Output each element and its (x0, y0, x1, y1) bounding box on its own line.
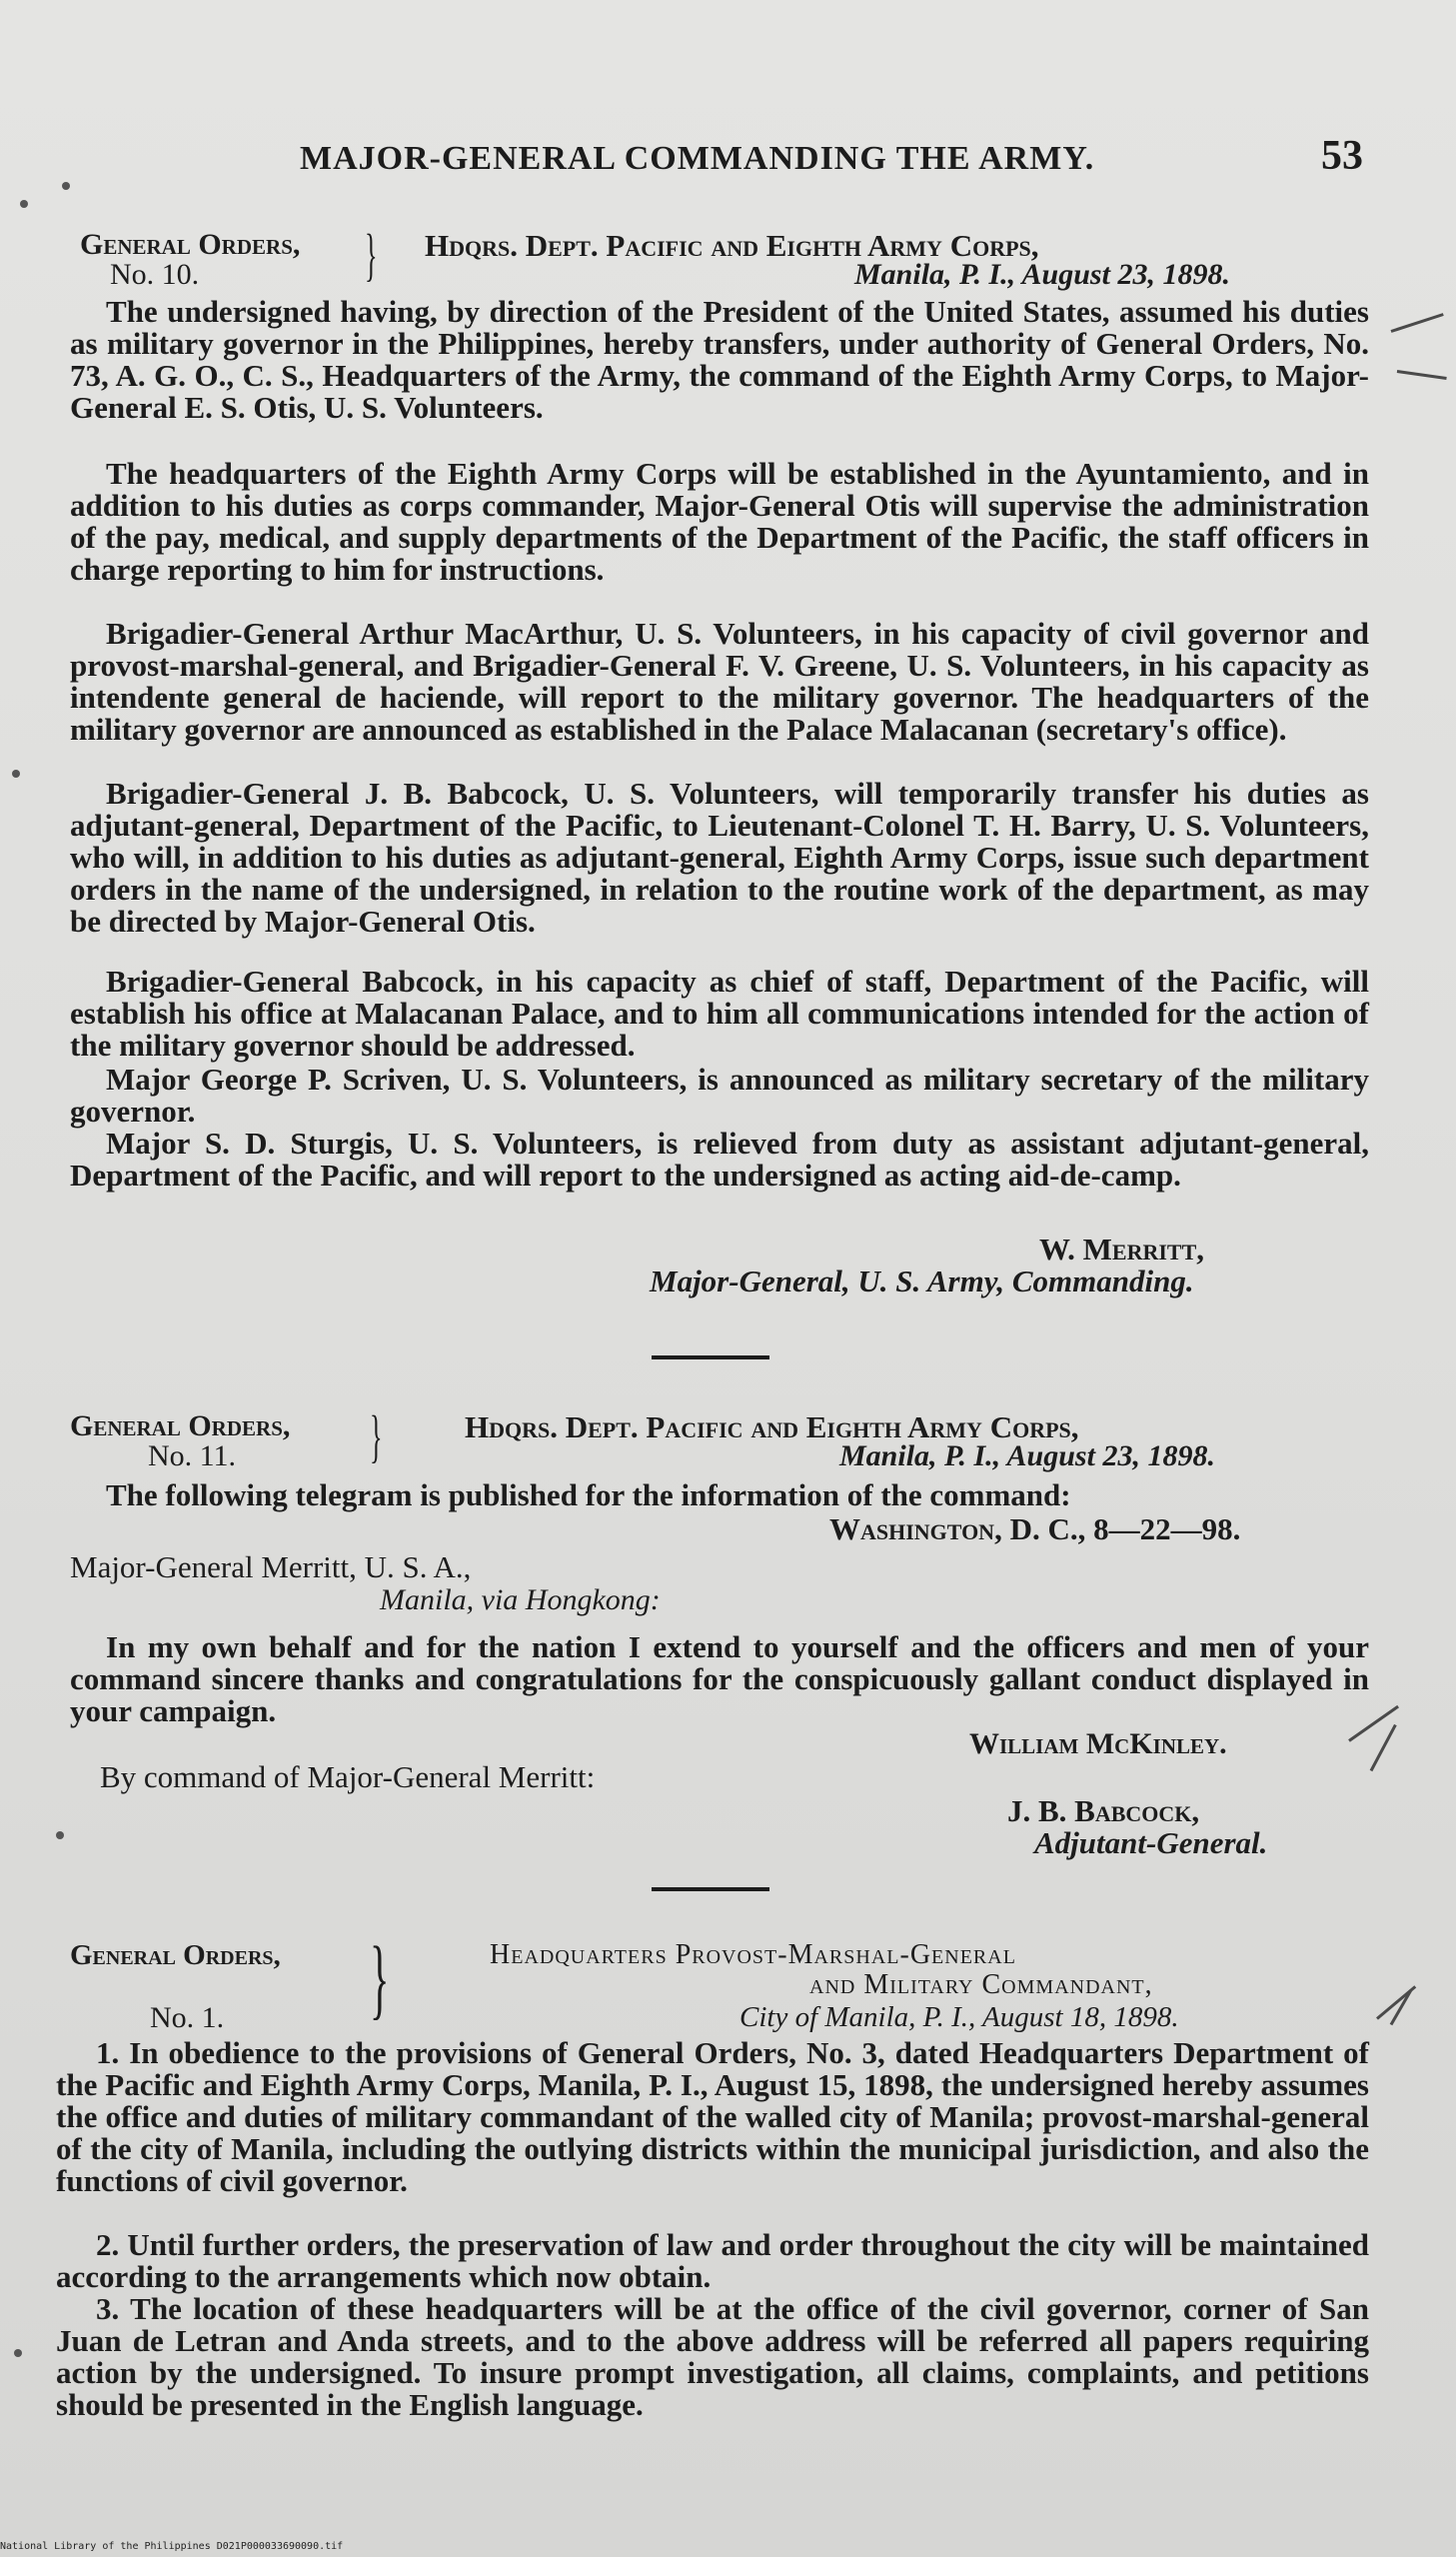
order1-para-1: 1. In obedience to the provisions of General Orders, No. 3, dated Headquarters Department of the Pacific and Eighth Army Corps, Manila, P. I., August 15, 1898, the undersigned hereby assumes the office and duties of military commandant of the walled city of Manila; provost-marshal-general of the city of Manila, including the outlying districts within the municipal jurisdiction, and also the functions of civil governor. (56, 2035, 1369, 2198)
order1-hq-line1: Headquarters Provost-Marshal-General (490, 1939, 1016, 1970)
order11-signer-title: Adjutant-General. (1034, 1825, 1268, 1860)
order10-place-date: Manila, P. I., August 23, 1898. (854, 258, 1230, 291)
telegram-origin: Washington, D. C., 8—22—98. (829, 1511, 1241, 1546)
order1-para-3: 3. The location of these headquarters will be at the office of the civil governor, corner of San Juan de Letran and Anda streets, and to the above address will be referred all papers requiring action by the undersigned. To insure prompt investigation, all claims, complaints, and petitions should be presented in the English language. (56, 2291, 1369, 2422)
order10-label: General Orders, (80, 228, 301, 261)
order10-para-3: Brigadier-General Arthur MacArthur, U. S. Volunteers, in his capacity of civil governor and provost-marshal-general, and Brigadier-General F. V. Greene, U. S. Volunteers, in his capacity as intendente general de haciende, will report to the military governor. The headquarters of the military governor are announced as established in the Palace Malacanan (secretary's office). (70, 616, 1369, 747)
brace-glyph: } (365, 222, 378, 287)
section-divider (652, 1355, 769, 1359)
order11-signer: J. B. Babcock, (1007, 1793, 1200, 1828)
order11-intro: The following telegram is published for the information of the command: (106, 1477, 1071, 1512)
order10-para-5: Brigadier-General Babcock, in his capacity as chief of staff, Department of the Pacific, will establish his office at Malacanan Palace, and to him all communications intended for the action of the military governor should be addressed. (70, 964, 1369, 1063)
brace-glyph: } (370, 1403, 383, 1468)
order1-para-2: 2. Until further orders, the preservation of law and order throughout the city will be maintained according to the arrangements which now obtain. (56, 2227, 1369, 2294)
order1-number: No. 1. (150, 2001, 225, 2034)
pencil-mark (1397, 370, 1447, 380)
scan-speck (12, 770, 20, 778)
order10-hq: Hdqrs. Dept. Pacific and Eighth Army Corps, (425, 228, 1039, 263)
telegram-signer: William McKinley. (969, 1727, 1227, 1760)
order10-para-4: Brigadier-General J. B. Babcock, U. S. Volunteers, will temporarily transfer his duties as adjutant-general, Department of the Pacific, to Lieutenant-Colonel T. H. Barry, U. S. Volunteers, who will, in addition to his duties as adjutant-general, Eighth Army Corps, issue such department orders in the name of the undersigned, in relation to the routine work of the department, as may be directed by Major-General Otis. (70, 776, 1369, 939)
order10-para-1: The undersigned having, by direction of the President of the United States, assumed his duties as military governor in the Philippines, hereby transfers, under authority of General Orders, No. 73, A. G. O., C. S., Headquarters of the Army, the command of the Eighth Army Corps, to Major-General E. S. Otis, U. S. Volunteers. (70, 294, 1369, 425)
running-head: MAJOR-GENERAL COMMANDING THE ARMY. (300, 140, 1095, 177)
order10-para-7: Major S. D. Sturgis, U. S. Volunteers, is relieved from duty as assistant adjutant-general, Department of the Pacific, and will report to the undersigned as acting aid-de-camp. (70, 1126, 1369, 1193)
brace-glyph: } (370, 1929, 390, 2028)
scan-speck (62, 182, 70, 190)
order1-place-date: City of Manila, P. I., August 18, 1898. (739, 2001, 1179, 2033)
order10-para-2: The headquarters of the Eighth Army Corps will be established in the Ayuntamiento, and in addition to his duties as corps commander, Major-General Otis will supervise the administration of the pay, medical, and supply departments of the Department of the Pacific, the staff officers in charge reporting to him for instructions. (70, 456, 1369, 587)
pencil-mark (1390, 1989, 1413, 2025)
order1-label: General Orders, (70, 1939, 281, 1971)
order10-signer-title: Major-General, U. S. Army, Commanding. (650, 1264, 1194, 1298)
order11-place-date: Manila, P. I., August 23, 1898. (839, 1439, 1215, 1472)
scan-footer: National Library of the Philippines D021P000033690090.tif (0, 2541, 344, 2552)
telegram-addressee-place: Manila, via Hongkong: (380, 1583, 661, 1616)
telegram-addressee: Major-General Merritt, U. S. A., (70, 1549, 472, 1584)
scan-speck (20, 200, 28, 208)
order10-signer: W. Merritt, (1039, 1232, 1205, 1267)
order10-number: No. 10. (110, 258, 200, 291)
order10-para-6: Major George P. Scriven, U. S. Volunteers, is announced as military secretary of the military governor. (70, 1062, 1369, 1129)
pencil-mark (1370, 1724, 1397, 1771)
scan-speck (56, 1831, 64, 1839)
section-divider (652, 1887, 769, 1891)
pencil-mark (1391, 313, 1444, 333)
order11-hq: Hdqrs. Dept. Pacific and Eighth Army Corps, (465, 1409, 1079, 1444)
scan-speck (14, 2349, 22, 2357)
telegram-message: In my own behalf and for the nation I extend to yourself and the officers and men of your command sincere thanks and congratulations for the conspicuously gallant conduct displayed in your campaign. (70, 1629, 1369, 1728)
order11-number: No. 11. (148, 1439, 237, 1472)
order11-label: General Orders, (70, 1409, 291, 1442)
by-command-line: By command of Major-General Merritt: (100, 1759, 596, 1794)
page-number: 53 (1321, 133, 1363, 179)
order1-hq-line2: and Military Commandant, (809, 1969, 1153, 2000)
